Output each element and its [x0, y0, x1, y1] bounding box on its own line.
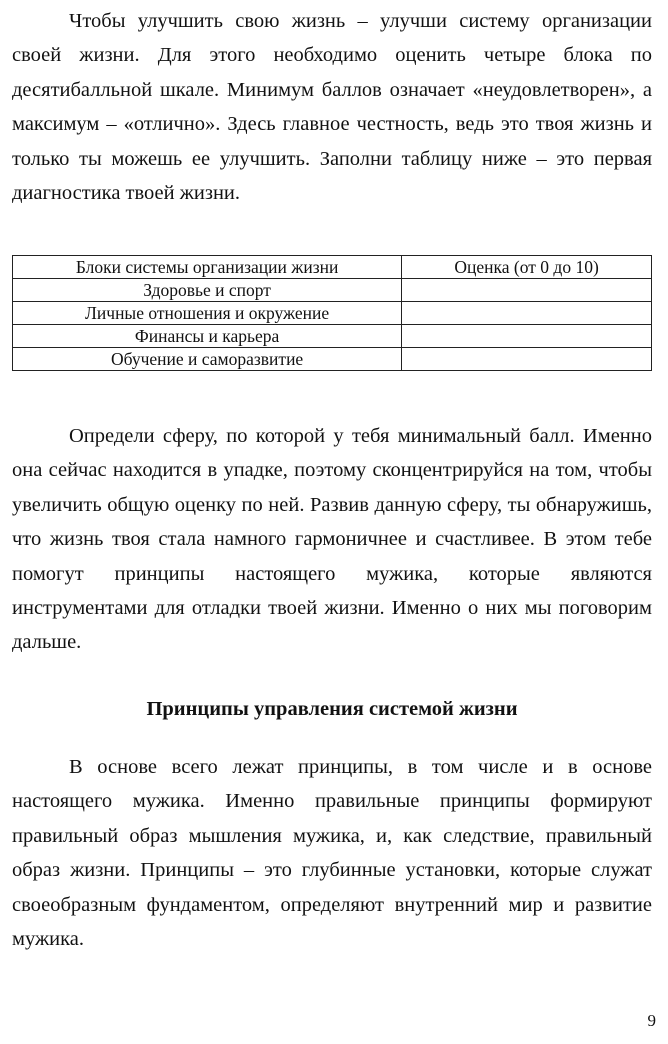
table-cell-block: Здоровье и спорт [13, 279, 402, 302]
table-cell-score [402, 279, 652, 302]
table-header-block: Блоки системы организации жизни [13, 256, 402, 279]
focus-paragraph: Определи сферу, по которой у тебя минимальный балл. Именно она сейчас находится в упадке, поэтому сконцентрируйся на том, чтобы увеличить общую оценку по ней. Развив данную сферу, ты обнаружишь, что жизнь твоя стала намного гармоничнее и счастливее. В этом тебе помогут принципы настоящего мужика, которые являются инструментами для отладки твоей жизни. Именно о них мы поговорим дальше. [12, 425, 652, 654]
table-cell-block: Обучение и саморазвитие [13, 348, 402, 371]
page-number: 9 [647, 1011, 656, 1030]
table-header-row [13, 256, 652, 279]
table-cell-score [402, 325, 652, 348]
section-title: Принципы управления системой жизни [146, 698, 518, 720]
life-blocks-table [12, 255, 652, 371]
table-cell-block: Финансы и карьера [13, 325, 402, 348]
table-row [13, 302, 652, 325]
table-row [13, 348, 652, 371]
intro-paragraph: Чтобы улучшить свою жизнь – улучши систему организации своей жизни. Для этого необходимо оценить четыре блока по десятибалльной шкале. Минимум баллов означает «неудовлетворен», а максимум – «отлично». Здесь главное честность, ведь это твоя жизнь и только ты можешь ее улучшить. Заполни таблицу ниже – это первая диагностика твоей жизни. [12, 10, 652, 205]
principles-paragraph: В основе всего лежат принципы, в том числе и в основе настоящего мужика. Именно правильные принципы формируют правильный образ мышления мужика, и, как следствие, правильный образ жизни. Принципы – это глубинные установки, которые служат своеобразным фундаментом, определяют внутренний мир и развитие мужика. [12, 756, 652, 951]
table-cell-score [402, 302, 652, 325]
table-row [13, 279, 652, 302]
table-cell-score [402, 348, 652, 371]
table-header-score: Оценка (от 0 до 10) [402, 256, 652, 279]
table-row [13, 325, 652, 348]
life-blocks-table-wrapper [12, 255, 652, 371]
table-cell-block: Личные отношения и окружение [13, 302, 402, 325]
